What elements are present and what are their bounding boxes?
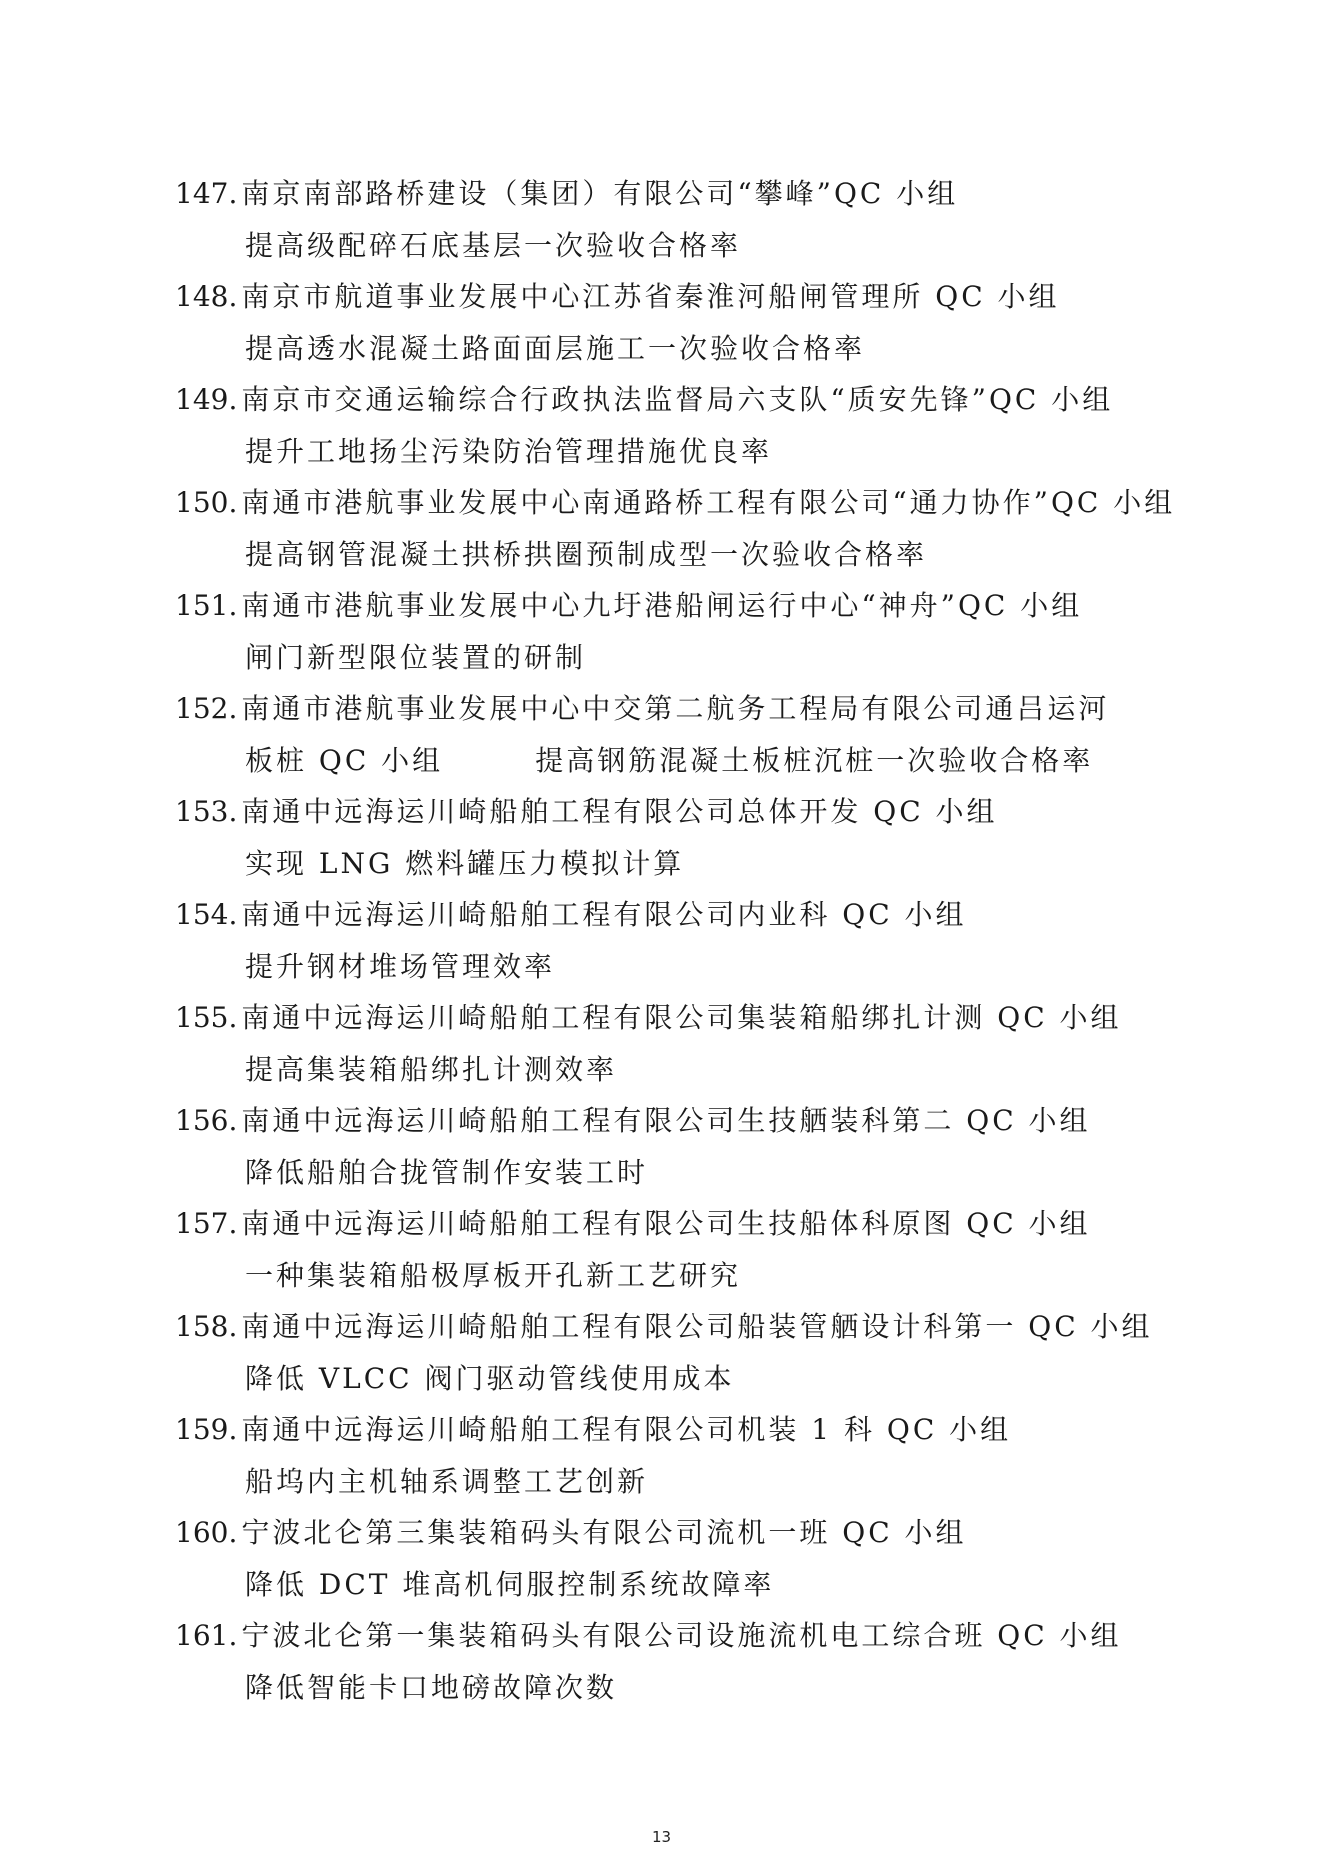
list-item <box>175 683 1175 786</box>
list-item <box>175 1610 1175 1713</box>
organization-name: 南通市港航事业发展中心九圩港船闸运行中心“神舟”QC 小组 <box>241 589 1083 622</box>
list-item <box>175 889 1175 992</box>
item-number: 155. <box>175 1001 238 1034</box>
project-title: 提高透水混凝土路面面层施工一次验收合格率 <box>245 331 866 365</box>
item-number: 153. <box>175 795 238 828</box>
organization-name: 宁波北仑第一集装箱码头有限公司设施流机电工综合班 QC 小组 <box>241 1619 1122 1652</box>
organization-name: 南通中远海运川崎船舶工程有限公司内业科 QC 小组 <box>241 898 967 931</box>
list-item <box>175 1198 1175 1301</box>
item-number: 158. <box>175 1310 238 1343</box>
list-item <box>175 786 1175 889</box>
organization-name: 南通中远海运川崎船舶工程有限公司总体开发 QC 小组 <box>241 795 998 828</box>
organization-name: 南京市交通运输综合行政执法监督局六支队“质安先锋”QC 小组 <box>241 383 1114 416</box>
organization-name: 南京南部路桥建设（集团）有限公司“攀峰”QC 小组 <box>241 177 959 210</box>
list-item <box>175 271 1175 374</box>
project-title: 闸门新型限位装置的研制 <box>245 640 587 674</box>
project-title: 提高级配碎石底基层一次验收合格率 <box>245 228 742 262</box>
organization-name: 南通中远海运川崎船舶工程有限公司生技舾装科第二 QC 小组 <box>241 1104 1091 1137</box>
item-number: 149. <box>175 383 238 416</box>
project-title: 提高集装箱船绑扎计测效率 <box>245 1052 618 1086</box>
list-item <box>175 992 1175 1095</box>
project-title: 提高钢筋混凝土板桩沉桩一次验收合格率 <box>535 743 1094 777</box>
organization-name: 南通中远海运川崎船舶工程有限公司生技船体科原图 QC 小组 <box>241 1207 1091 1240</box>
organization-name: 南通市港航事业发展中心南通路桥工程有限公司“通力协作”QC 小组 <box>241 486 1176 519</box>
list-item <box>175 580 1175 683</box>
project-title: 降低船舶合拢管制作安装工时 <box>245 1155 649 1189</box>
item-number: 148. <box>175 280 238 313</box>
list-item <box>175 1507 1175 1610</box>
list-item <box>175 168 1175 271</box>
project-title: 提升工地扬尘污染防治管理措施优良率 <box>245 434 773 468</box>
project-title: 实现 LNG 燃料罐压力模拟计算 <box>245 846 685 880</box>
item-number: 152. <box>175 692 238 725</box>
item-number: 150. <box>175 486 238 519</box>
organization-name-continued: 板桩 QC 小组 <box>245 743 444 777</box>
organization-name: 南通中远海运川崎船舶工程有限公司机装 1 科 QC 小组 <box>241 1413 1012 1446</box>
qc-group-list <box>175 168 1175 1713</box>
project-title: 提升钢材堆场管理效率 <box>245 949 556 983</box>
item-number: 156. <box>175 1104 238 1137</box>
list-item <box>175 1404 1175 1507</box>
organization-name: 宁波北仑第三集装箱码头有限公司流机一班 QC 小组 <box>241 1516 967 1549</box>
list-item <box>175 374 1175 477</box>
project-title: 船坞内主机轴系调整工艺创新 <box>245 1464 649 1498</box>
organization-name: 南通市港航事业发展中心中交第二航务工程局有限公司通吕运河 <box>241 692 1110 725</box>
list-item <box>175 477 1175 580</box>
organization-name: 南通中远海运川崎船舶工程有限公司集装箱船绑扎计测 QC 小组 <box>241 1001 1122 1034</box>
item-number: 161. <box>175 1619 238 1652</box>
item-number: 154. <box>175 898 238 931</box>
item-number: 151. <box>175 589 238 622</box>
item-number: 157. <box>175 1207 238 1240</box>
list-item <box>175 1095 1175 1198</box>
page-number: 13 <box>651 1828 672 1846</box>
project-title: 降低 VLCC 阀门驱动管线使用成本 <box>245 1361 735 1395</box>
item-number: 159. <box>175 1413 238 1446</box>
organization-name: 南京市航道事业发展中心江苏省秦淮河船闸管理所 QC 小组 <box>241 280 1060 313</box>
project-title: 降低 DCT 堆高机伺服控制系统故障率 <box>245 1567 775 1601</box>
item-number: 160. <box>175 1516 238 1549</box>
list-item <box>175 1301 1175 1404</box>
organization-name: 南通中远海运川崎船舶工程有限公司船装管舾设计科第一 QC 小组 <box>241 1310 1153 1343</box>
project-title: 提高钢管混凝土拱桥拱圈预制成型一次验收合格率 <box>245 537 928 571</box>
project-title: 一种集装箱船极厚板开孔新工艺研究 <box>245 1258 742 1292</box>
item-number: 147. <box>175 177 238 210</box>
project-title: 降低智能卡口地磅故障次数 <box>245 1670 618 1704</box>
